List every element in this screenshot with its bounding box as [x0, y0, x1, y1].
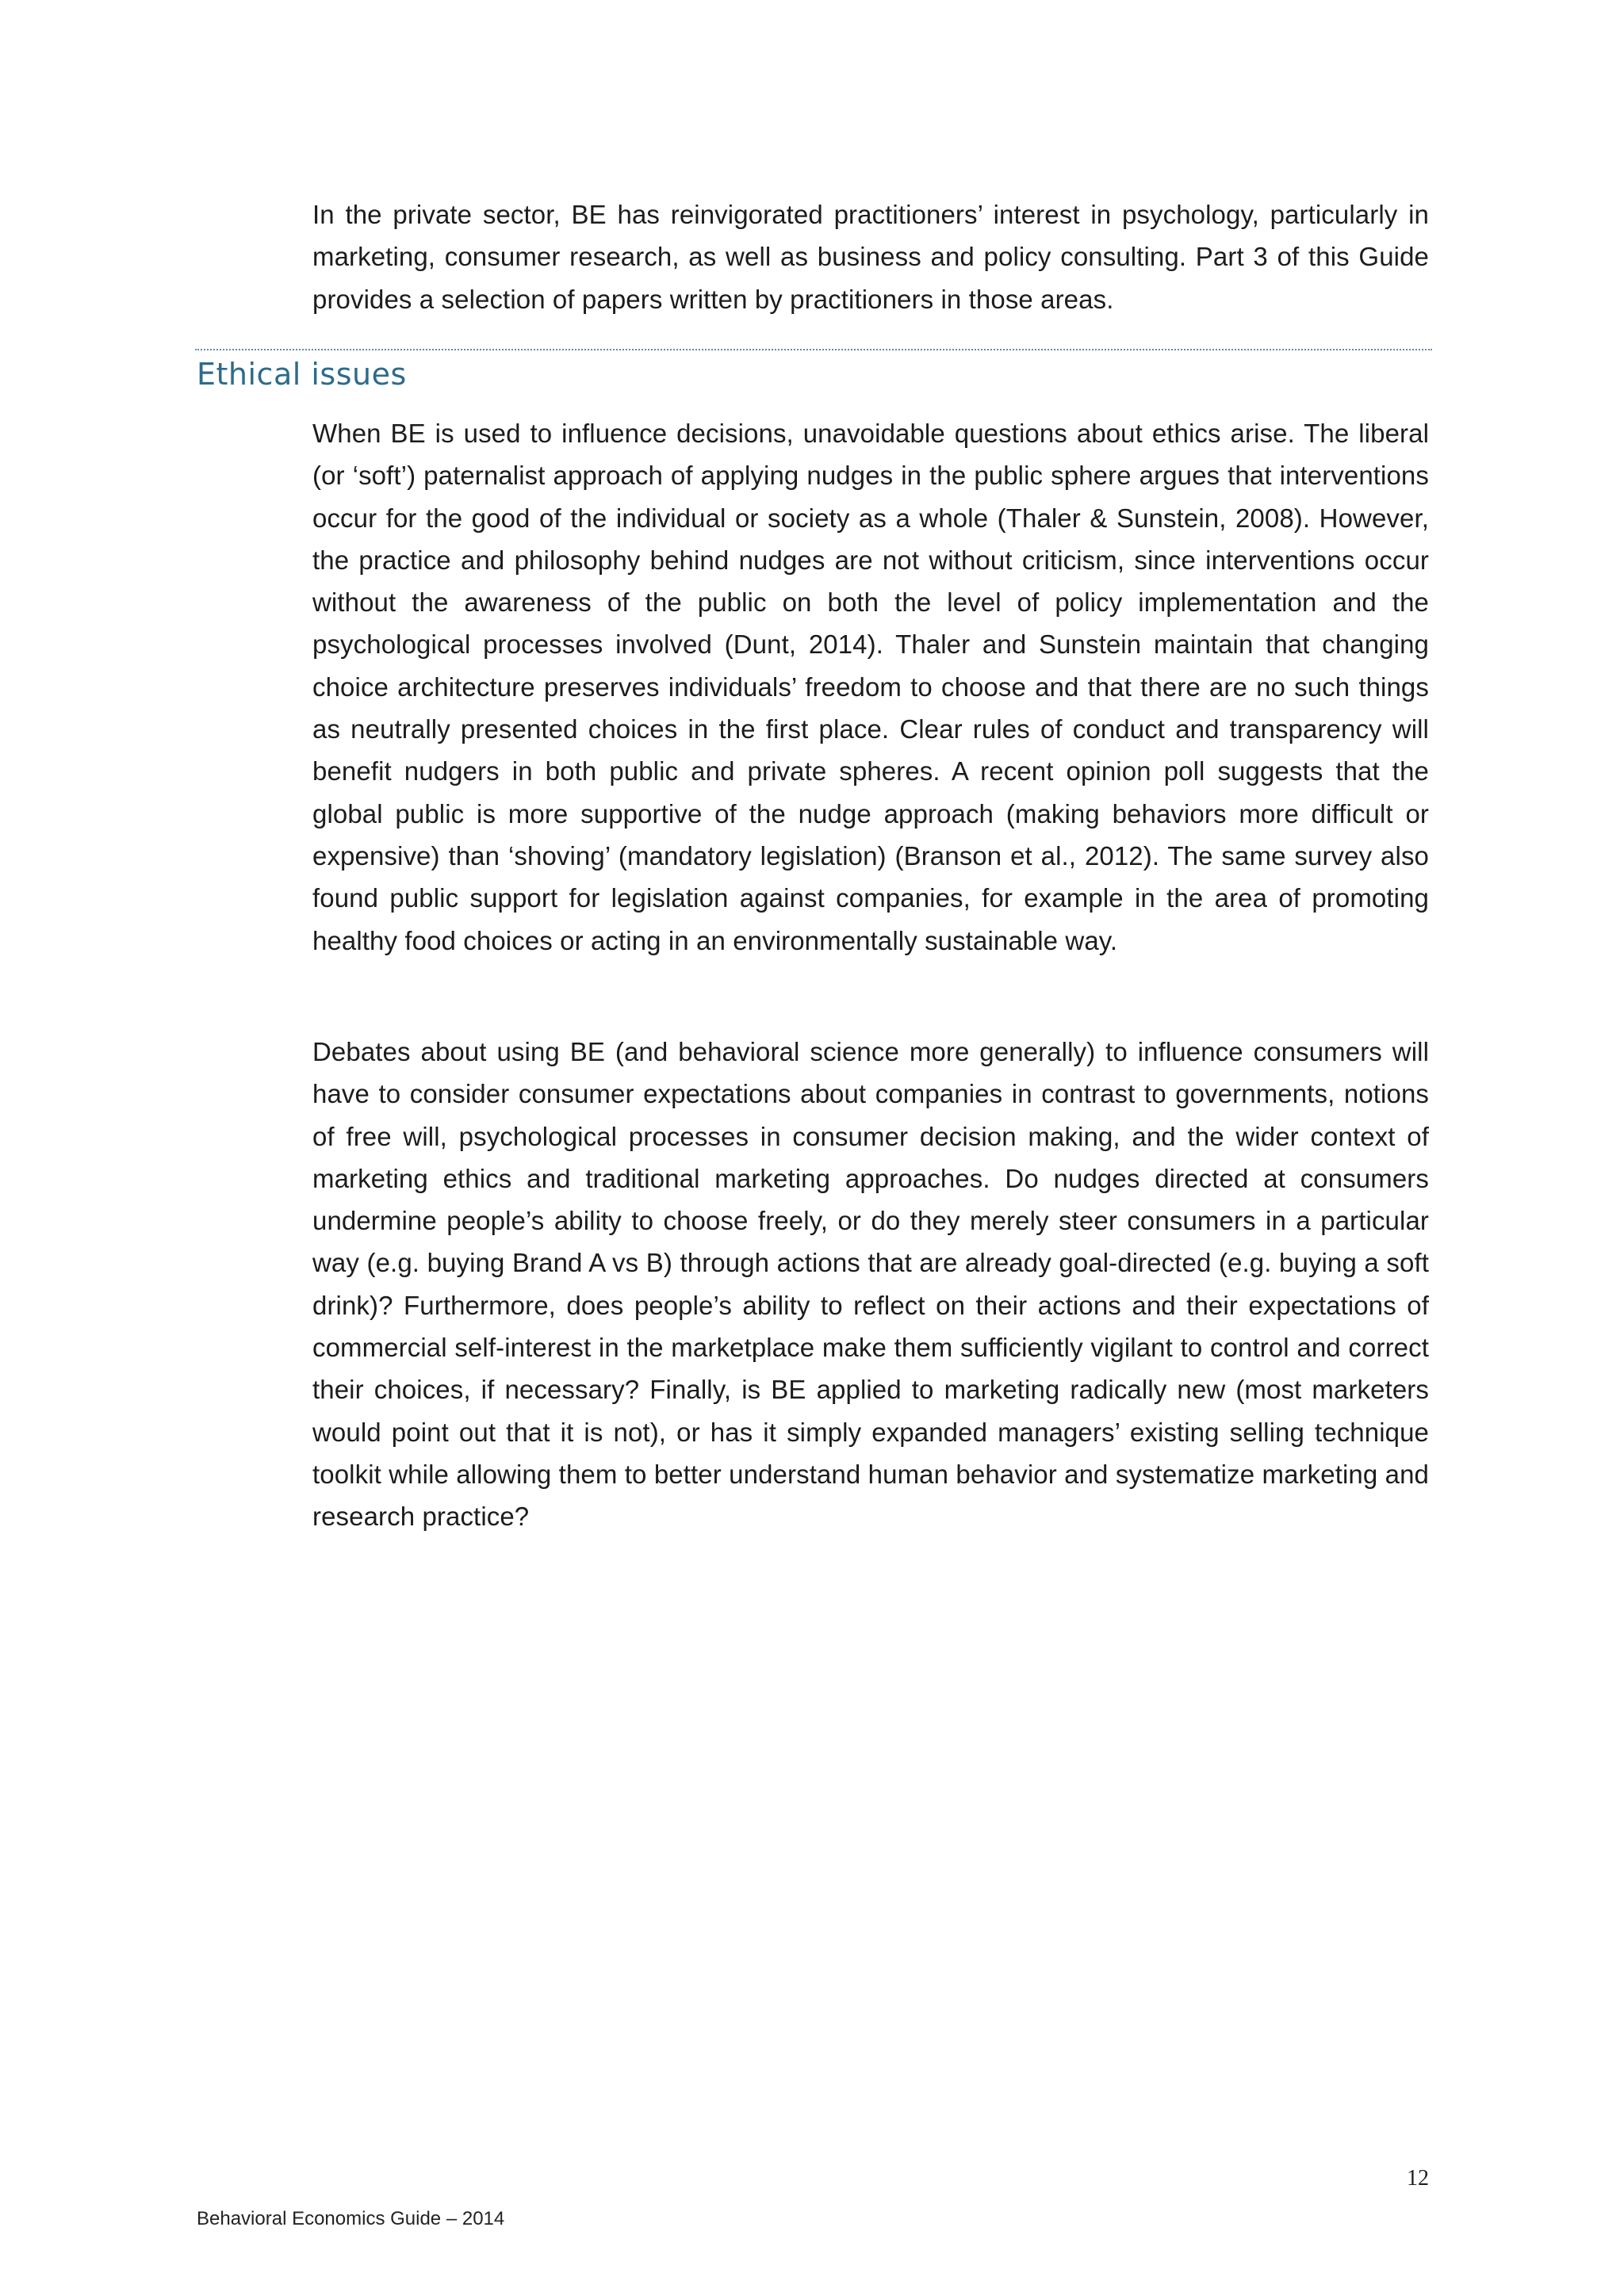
ethics-paragraph-1: When BE is used to influence decisions, unavoidable questions about ethics arise. The liberal (or ‘soft’) paternalist approach of applying nudges in the public sphere argues that interventions occur for the good of the individual or society as a whole (Thaler & Sunstein, 2008). However, the practice and philosophy behind nudges are not without criticism, since interventions occur without the awareness of the public on both the level of policy implementation and the psychological processes involved (Dunt, 2014). Thaler and Sunstein maintain that changing choice architecture preserves individuals’ freedom to choose and that there are no such things as neutrally presented choices in the first place. Clear rules of conduct and transparency will benefit nudgers in both public and private spheres. A recent opinion poll suggests that the global public is more supportive of the nudge approach (making behaviors more difficult or expensive) than ‘shoving’ (mandatory legislation) (Branson et al., 2012). The same survey also found public support for legislation against companies, for example in the area of promoting healthy food choices or acting in an environmentally sustainable way.: [312, 419, 1429, 955]
intro-paragraph: In the private sector, BE has reinvigorated practitioners’ interest in psychology, particularly in marketing, consumer research, as well as business and policy consulting. Part 3 of this Guide provides a selection of papers written by practitioners in those areas.: [312, 200, 1429, 314]
section-divider: [195, 349, 1432, 350]
ethics-paragraph-2: Debates about using BE (and behavioral science more generally) to influence consumers will have to consider consumer expectations about companies in contrast to governments, notions of free will, psychological processes in consumer decision making, and the wider context of marketing ethics and traditional marketing approaches. Do nudges directed at consumers undermine people’s ability to choose freely, or do they merely steer consumers in a particular way (e.g. buying Brand A vs B) through actions that are already goal-directed (e.g. buying a soft drink)? Furthermore, does people’s ability to reflect on their actions and their expectations of commercial self-interest in the marketplace make them sufficiently vigilant to control and correct their choices, if necessary? Finally, is BE applied to marketing radically new (most marketers would point out that it is not), or has it simply expanded managers’ existing selling technique toolkit while allowing them to better understand human behavior and systematize marketing and research practice?: [312, 1037, 1429, 1532]
section-heading-ethical-issues: Ethical issues: [197, 357, 407, 392]
footer-title: Behavioral Economics Guide – 2014: [197, 2208, 505, 2229]
page-number: 12: [1407, 2166, 1429, 2191]
